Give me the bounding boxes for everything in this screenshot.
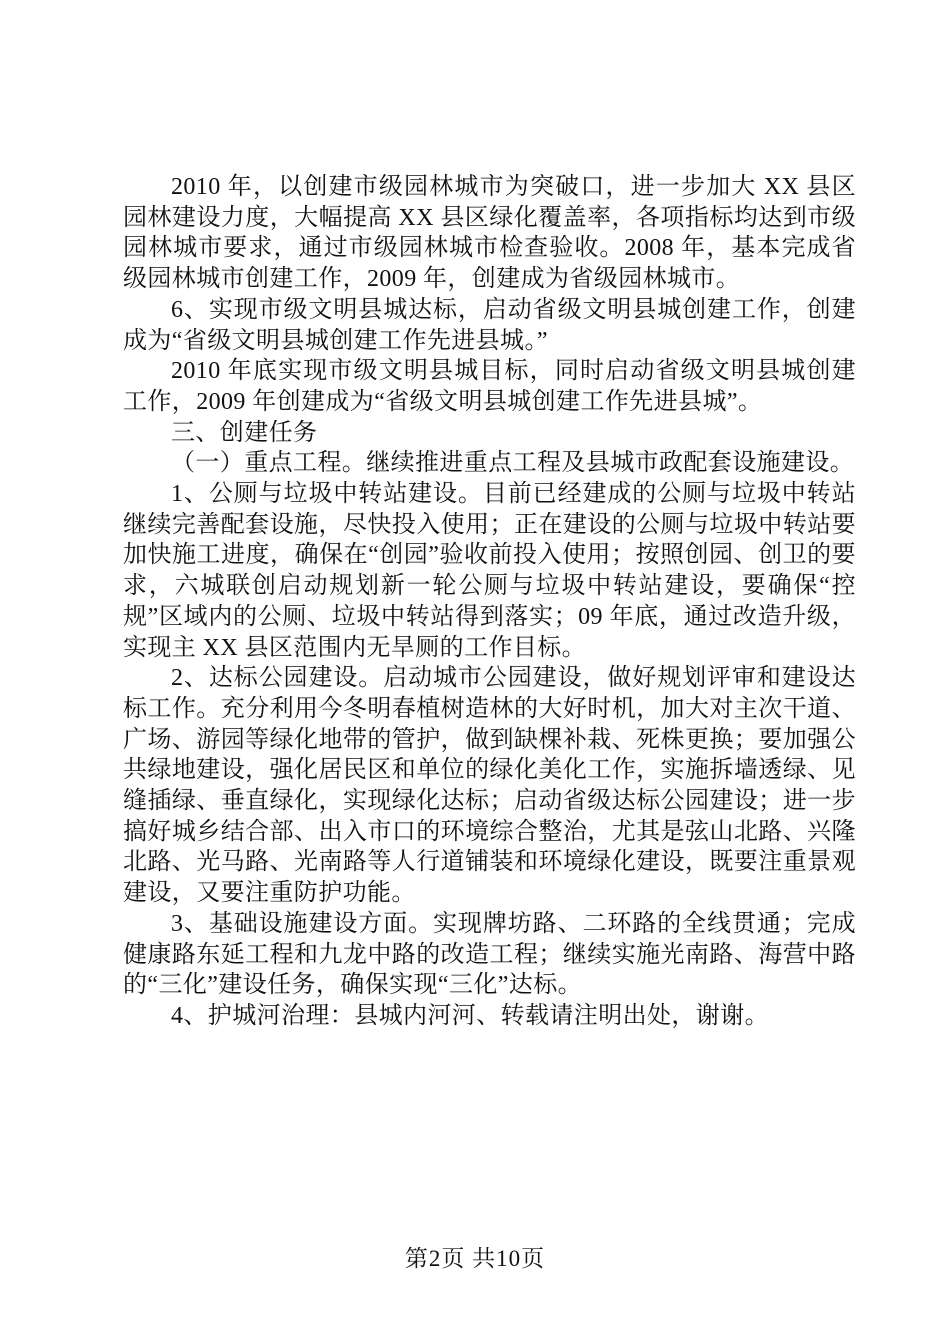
paragraph-civilized-city-timeline: 2010 年底实现市级文明县城目标，同时启动省级文明县城创建工作，2009 年创建成为“省级文明县城创建工作先进县城”。 [123,358,856,415]
document-body [123,172,856,1032]
paragraph-key-projects-intro: （一）重点工程。继续推进重点工程及县城市政配套设施建设。 [171,450,855,477]
paragraph-item-4-moat-treatment: 4、护城河治理：县城内河河、转载请注明出处，谢谢。 [171,1002,769,1029]
page-number-footer: 第2页 共10页 [404,1246,546,1271]
section-heading-creation-tasks: 三、创建任务 [171,419,318,446]
paragraph-item-1-public-toilets: 1、公厕与垃圾中转站建设。目前已经建成的公厕与垃圾中转站继续完善配套设施，尽快投入使用；正在建设的公厕与垃圾中转站要加快施工进度，确保在“创园”验收前投入使用；按照创园、创卫的要求，六城联创启动规划新一轮公厕与垃圾中转站建设，要确保“控规”区域内的公厕、垃圾中转站得到落实；09 年底，通过改造升级，实现主 XX 县区范围内无旱厕的工作目标。 [123,481,857,661]
paragraph-item-3-infrastructure: 3、基础设施建设方面。实现牌坊路、二环路的全线贯通；完成健康路东延工程和九龙中路的改造工程；继续实施光南路、海营中路的“三化”建设任务，确保实现“三化”达标。 [123,910,856,999]
paragraph-item-2-standard-parks: 2、达标公园建设。启动城市公园建设，做好规划评审和建设达标工作。充分利用今冬明春植树造林的大好时机，加大对主次干道、广场、游园等绿化地带的管护，做到缺棵补栽、死株更换；要加强公共绿地建设，强化居民区和单位的绿化美化工作，实施拆墙透绿、见缝插绿、垂直绿化，实现绿化达标；启动省级达标公园建设；进一步搞好城乡结合部、出入市口的环境综合整治，尤其是弦山北路、兴隆北路、光马路、光南路等人行道铺装和环境绿化建设，既要注重景观建设，又要注重防护功能。 [123,665,856,907]
paragraph-garden-city-goal: 2010 年，以创建市级园林城市为突破口，进一步加大 XX 县区园林建设力度，大幅提高 XX 县区绿化覆盖率，各项指标均达到市级园林城市要求，通过市级园林城市检查验收。2008 年，基本完成省级园林城市创建工作，2009 年，创建成为省级园林城市。 [123,174,856,293]
paragraph-item-6-civilized-city: 6、实现市级文明县城达标，启动省级文明县城创建工作，创建成为“省级文明县城创建工作先进县城。” [123,296,856,354]
